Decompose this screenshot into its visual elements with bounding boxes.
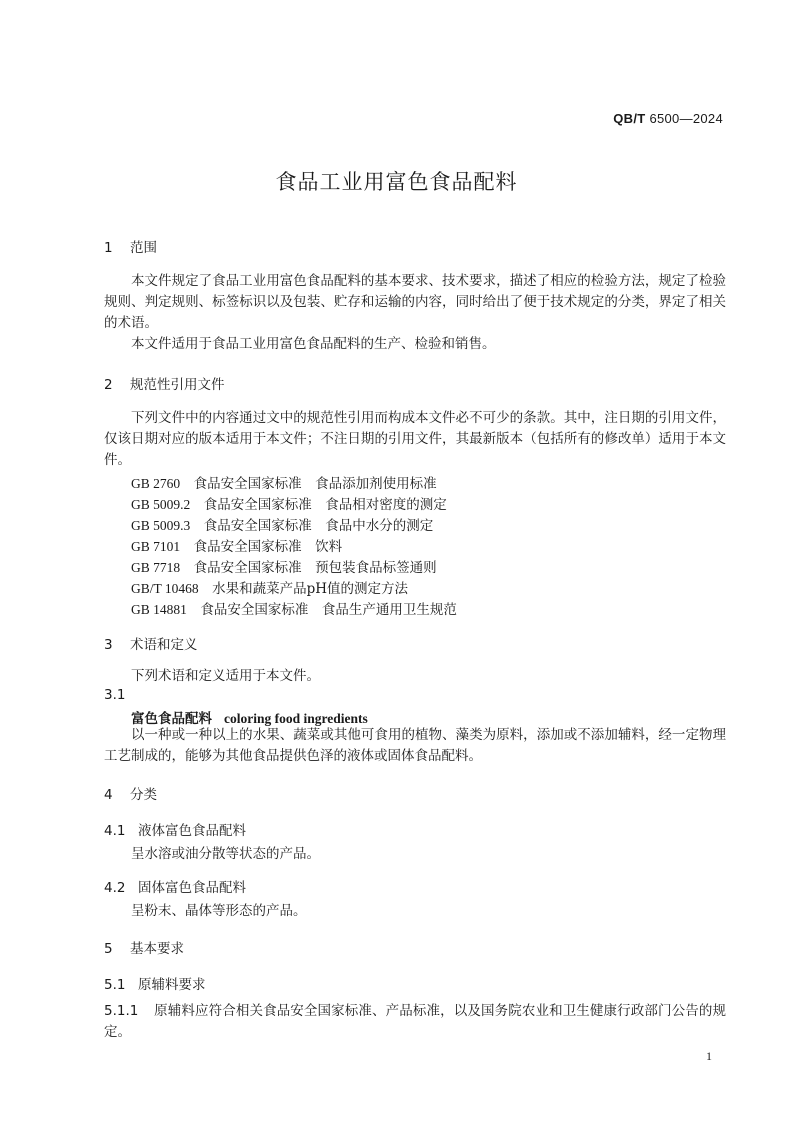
term-chinese: 富色食品配料 — [131, 711, 212, 727]
reference-code: GB 14881 — [131, 602, 187, 617]
reference-item — [131, 577, 408, 597]
reference-title: 食品安全国家标准 食品添加剂使用标准 — [193, 476, 437, 492]
reference-item — [131, 598, 457, 618]
standard-number: 6500—2024 — [649, 111, 723, 126]
section-3-paragraph-1: 下列术语和定义适用于本文件。 — [131, 668, 320, 684]
section-title: 规范性引用文件 — [130, 377, 225, 393]
reference-title: 食品安全国家标准 食品生产通用卫生规范 — [200, 602, 457, 618]
standard-prefix: QB/T — [613, 111, 646, 126]
reference-title: 食品安全国家标准 食品中水分的测定 — [203, 518, 434, 534]
page-number: 1 — [706, 1049, 712, 1063]
subsection-number: 4.2 — [104, 880, 126, 896]
section-title: 分类 — [130, 787, 157, 803]
clause-text: 原辅料应符合相关食品安全国家标准、产品标准，以及国务院农业和卫生健康行政部门公告的规定。 — [104, 1003, 726, 1040]
section-5-heading — [104, 937, 184, 957]
subsection-4-2-text: 呈粉末、晶体等形态的产品。 — [131, 903, 307, 919]
reference-item — [131, 493, 447, 513]
section-1-heading — [104, 236, 157, 256]
section-3-heading — [104, 633, 198, 653]
reference-code: GB 2760 — [131, 476, 181, 491]
section-number: 4 — [104, 787, 113, 803]
subsection-4-2-heading — [104, 876, 246, 896]
subsection-5-1-heading — [104, 973, 206, 993]
section-4-heading — [104, 783, 157, 803]
reference-title: 食品安全国家标准 饮料 — [193, 539, 343, 555]
term-number: 3.1 — [104, 687, 126, 703]
section-1-paragraph-2: 本文件适用于食品工业用富色食品配料的生产、检验和销售。 — [131, 336, 496, 352]
reference-item — [131, 514, 433, 534]
reference-title: 食品安全国家标准 食品相对密度的测定 — [203, 497, 447, 513]
term-definition: 以一种或一种以上的水果、蔬菜或其他可食用的植物、藻类为原料，添加或不添加辅料，经一定物理工艺制成的，能够为其他食品提供色泽的液体或固体食品配料。 — [104, 727, 726, 764]
document-title: 食品工业用富色食品配料 — [275, 170, 518, 194]
reference-code: GB 5009.2 — [131, 497, 191, 512]
subsection-4-1-heading — [104, 819, 246, 839]
section-2-heading — [104, 373, 225, 393]
subsection-title: 固体富色食品配料 — [138, 880, 246, 896]
section-title: 基本要求 — [130, 941, 184, 957]
reference-item — [131, 535, 342, 555]
section-title: 术语和定义 — [130, 637, 198, 653]
reference-code: GB/T 10468 — [131, 581, 199, 596]
reference-title: 水果和蔬菜产品pH值的测定方法 — [212, 581, 409, 597]
section-number: 5 — [104, 941, 113, 957]
reference-code: GB 7718 — [131, 560, 181, 575]
subsection-title: 液体富色食品配料 — [138, 823, 246, 839]
subsection-4-1-text: 呈水溶或油分散等状态的产品。 — [131, 846, 320, 862]
reference-title: 食品安全国家标准 预包装食品标签通则 — [193, 560, 437, 576]
term-entry — [131, 707, 368, 727]
reference-item — [131, 556, 437, 576]
term-english: coloring food ingredients — [224, 711, 368, 726]
subsection-number: 4.1 — [104, 823, 126, 839]
section-number: 2 — [104, 377, 113, 393]
section-number: 1 — [104, 240, 113, 256]
section-1-paragraph-1: 本文件规定了食品工业用富色食品配料的基本要求、技术要求，描述了相应的检验方法，规定了检验规则、判定规则、标签标识以及包装、贮存和运输的内容，同时给出了便于技术规定的分类，界定了相关的术语。 — [104, 273, 726, 331]
clause-5-1-1 — [104, 1001, 726, 1043]
reference-code: GB 5009.3 — [131, 518, 191, 533]
section-number: 3 — [104, 637, 113, 653]
section-2-paragraph-1: 下列文件中的内容通过文中的规范性引用而构成本文件必不可少的条款。其中，注日期的引用文件，仅该日期对应的版本适用于本文件；不注日期的引用文件，其最新版本（包括所有的修改单）适用于本文件。 — [104, 410, 726, 468]
clause-number: 5.1.1 — [104, 1003, 139, 1019]
standard-code — [613, 111, 723, 126]
subsection-title: 原辅料要求 — [138, 977, 206, 993]
reference-item — [131, 472, 437, 492]
section-title: 范围 — [130, 240, 157, 256]
subsection-number: 5.1 — [104, 977, 126, 993]
reference-code: GB 7101 — [131, 539, 181, 554]
